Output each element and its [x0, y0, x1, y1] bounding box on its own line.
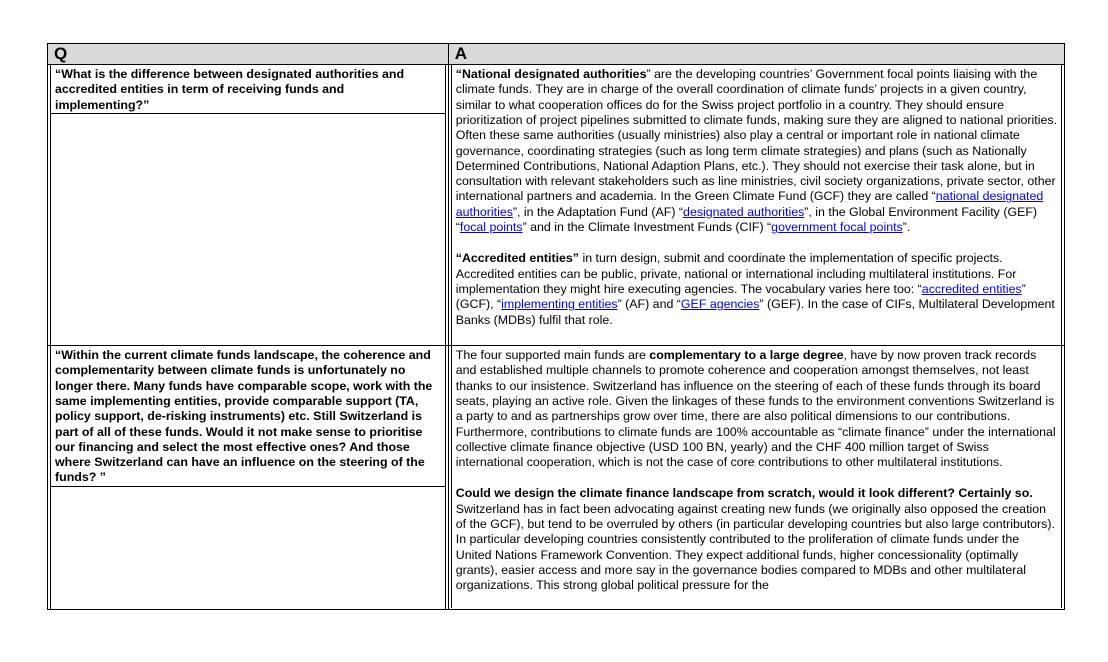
- link-national-designated-authorities[interactable]: national designated authorities: [455, 189, 1044, 219]
- answer-cell: [448, 65, 1064, 346]
- answer-paragraph: [456, 486, 1057, 593]
- bold-lead: “National designated authorities: [455, 67, 647, 82]
- text-run: ” (GCF), “: [455, 281, 1026, 312]
- text-run: ” (GEF). In the case of CIFs, Multilateral Development Banks (MDBs) fulfil that role.: [455, 297, 1055, 327]
- question-text: “What is the difference between designated authorities and accredited entities in term of receiving funds and implementing?”: [51, 65, 445, 114]
- answer-text: [452, 65, 1061, 328]
- bold-phrase: complementary to a large degree: [649, 348, 844, 363]
- link-government-focal-points[interactable]: government focal points: [771, 220, 903, 235]
- text-run: ” and in the Climate Investment Funds (CIF) “: [522, 220, 772, 235]
- text-run: in turn design, submit and coordinate the implementation of specific projects. Accredited entities can be public, private, national or international including multilateral institutions. For implementation they might hire executing agencies. The vocabulary varies here too: “: [455, 251, 1017, 296]
- qa-table: [47, 43, 1065, 610]
- text-run: ” (AF) and “: [617, 297, 681, 312]
- table-row: [48, 346, 1065, 610]
- header-a: A: [448, 44, 1064, 65]
- question-cell: [48, 65, 449, 346]
- link-focal-points[interactable]: focal points: [459, 220, 523, 235]
- text-run: The four supported main funds are: [455, 348, 650, 363]
- answer-paragraph: [456, 67, 1057, 235]
- link-implementing-entities[interactable]: implementing entities: [501, 297, 618, 312]
- header-q: Q: [48, 44, 449, 65]
- bold-phrase: Could we design the climate finance landscape from scratch, would it look different? Certainly so.: [455, 486, 1033, 501]
- text-run: ”.: [902, 220, 911, 235]
- link-designated-authorities[interactable]: designated authorities: [683, 204, 805, 219]
- link-gef-agencies[interactable]: GEF agencies: [680, 297, 760, 312]
- table-row: [48, 65, 1065, 346]
- text-run: ” are the developing countries’ Government focal points liaising with the climate funds. They are in charge of the overall coordination of climate funds’ projects in a given country, similar to what cooperation offices do for the Swiss project portfolio in a country. They should ensure prioritization of project pipelines submitted to climate funds, making sure they are aligned to national priorities. Often these same authorities (usually ministries) also play a central or important role in national climate governance, coordinating strategies (such as long term climate strategies) and plans (such as Nationally Determined Contributions, National Adaption Plans, etc.). They should not exercise their task alone, but in consultation with relevant stakeholders such as line ministries, civil society organizations, private sector, other international partners and academia. In the Green Climate Fund (GCF) they are called “: [455, 67, 1058, 204]
- text-run: , have by now proven track records and established multiple channels to promote coherence and cooperation amongst themselves, not least thanks to our insistence. Switzerland has influence on the steering of each of these funds through its board seats, playing an active role. Given the linkages of these funds to the environment conventions Switzerland is a party to and as partnerships grow over time, there are also political dimensions to our contributions. Furthermore, contributions to climate funds are 100% accountable as “climate finance” under the international collective climate finance objective (USD 100 BN, yearly) and the CHF 400 million target of Swiss international cooperation, which is not the case of core contributions to other multilateral institutions.: [455, 348, 1056, 470]
- text-run: ”, in the Adaptation Fund (AF) “: [512, 204, 684, 219]
- link-accredited-entities[interactable]: accredited entities: [921, 281, 1022, 296]
- answer-text: [452, 346, 1061, 593]
- text-run: ”, in the Global Environment Facility (GEF) “: [455, 204, 1038, 235]
- answer-paragraph: [456, 251, 1057, 327]
- question-cell: [48, 346, 449, 610]
- table-header-row: [48, 44, 1065, 65]
- text-run: Switzerland has in fact been advocating against creating new funds (we originally also opposed the creation of the GCF), but tend to be overruled by others (in particular developing countries but also large contributors). In particular developing countries consistently contributed to the proliferation of climate funds under the United Nations Framework Convention. They expect additional funds, higher concessionality (optimally grants), easier access and more say in the governance bodies compared to MDBs and other multilateral organizations. This strong global political pressure for the: [455, 501, 1055, 593]
- bold-lead: “Accredited entities”: [455, 251, 580, 266]
- question-text: “Within the current climate funds landscape, the coherence and complementarity between climate funds is unfortunately no longer there. Many funds have comparable scope, work with the same implementing entities, provide comparable support (TA, policy support, de-risking instruments) etc. Still Switzerland is part of all of these funds. Would it not make sense to prioritise our financing and select the most effective ones? And those where Switzerland can have an influence on the steering of the funds? ”: [51, 346, 445, 487]
- answer-cell: [448, 346, 1064, 610]
- answer-paragraph: [456, 348, 1057, 470]
